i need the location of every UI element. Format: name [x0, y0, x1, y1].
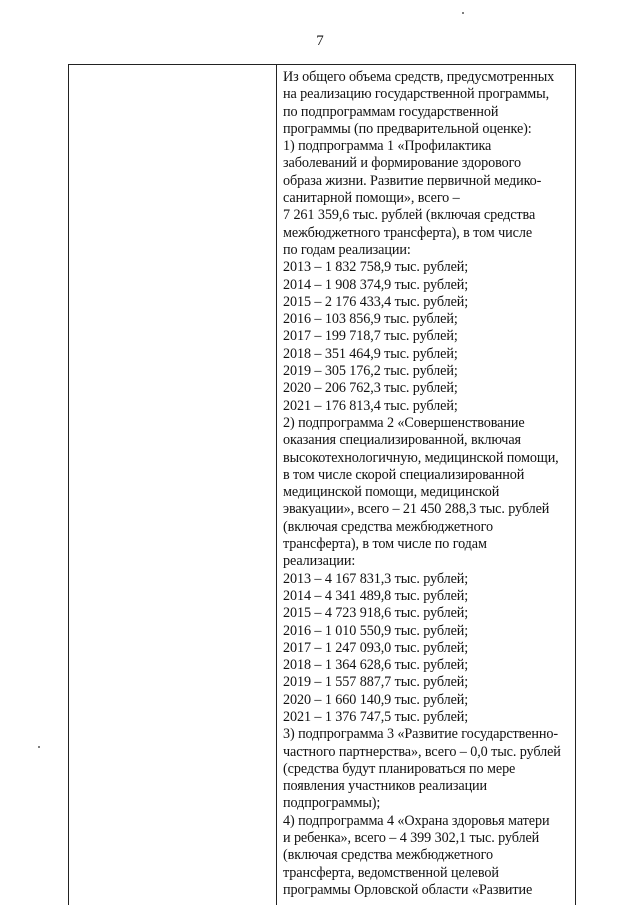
column-divider [276, 65, 277, 905]
text-line: 2) подпрограмма 2 «Совершенствование [283, 414, 525, 431]
table-right-cell [283, 69, 575, 899]
text-line: (включая средства межбюджетного [283, 518, 493, 535]
text-line: 2014 – 4 341 489,8 тыс. рублей; [283, 587, 469, 604]
text-line: образа жизни. Развитие первичной медико- [283, 172, 542, 189]
text-line: программы Орловской области «Развитие [283, 881, 533, 898]
text-line: 2016 – 1 010 550,9 тыс. рублей; [283, 622, 469, 639]
text-line: по годам реализации: [283, 241, 411, 258]
text-line: подпрограммы); [283, 795, 381, 812]
text-line: и ребенка», всего – 4 399 302,1 тыс. рублей [283, 830, 540, 847]
text-line: оказания специализированной, включая [283, 432, 521, 449]
scan-speck [462, 12, 464, 14]
text-line: появления участников реализации [283, 778, 488, 795]
text-line: межбюджетного трансферта), в том числе [283, 224, 533, 241]
text-line: 2013 – 4 167 831,3 тыс. рублей; [283, 570, 469, 587]
page-number: 7 [316, 33, 324, 49]
text-line: Из общего объема средств, предусмотренных [283, 69, 555, 85]
text-line: программы (по предварительной оценке): [283, 120, 532, 137]
text-line: высокотехнологичную, медицинской помощи, [283, 449, 559, 466]
text-line: медицинской помощи, медицинской [283, 484, 500, 501]
text-line: эвакуации», всего – 21 450 288,3 тыс. рублей [283, 501, 550, 518]
table-left-cell [69, 65, 276, 905]
text-line: 2021 – 1 376 747,5 тыс. рублей; [283, 708, 469, 725]
scan-speck [38, 746, 40, 748]
text-line: заболеваний и формирование здорового [283, 155, 521, 172]
text-line: (средства будут планироваться по мере [283, 760, 516, 777]
text-line: 7 261 359,6 тыс. рублей (включая средства [283, 207, 536, 224]
text-line: 2015 – 4 723 918,6 тыс. рублей; [283, 605, 469, 622]
text-line: частного партнерства», всего – 0,0 тыс. рублей [283, 743, 561, 760]
text-line: санитарной помощи», всего – [283, 190, 460, 207]
text-line: (включая средства межбюджетного [283, 847, 493, 864]
text-line: по подпрограммам государственной [283, 103, 499, 120]
text-line: 2020 – 206 762,3 тыс. рублей; [283, 380, 458, 397]
text-line: 2015 – 2 176 433,4 тыс. рублей; [283, 293, 469, 310]
text-line: в том числе скорой специализированной [283, 466, 525, 483]
text-line: 3) подпрограмма 3 «Развитие государственно- [283, 726, 558, 743]
text-line: 1) подпрограмма 1 «Профилактика [283, 138, 492, 155]
text-line: 2017 – 199 718,7 тыс. рублей; [283, 328, 458, 345]
text-line: реализации: [283, 553, 356, 570]
text-line: 4) подпрограмма 4 «Охрана здоровья матери [283, 812, 550, 829]
text-line: 2018 – 1 364 628,6 тыс. рублей; [283, 657, 469, 674]
text-line: трансферта, ведомственной целевой [283, 864, 499, 881]
text-line: 2020 – 1 660 140,9 тыс. рублей; [283, 691, 469, 708]
text-line: 2013 – 1 832 758,9 тыс. рублей; [283, 259, 469, 276]
text-line: 2018 – 351 464,9 тыс. рублей; [283, 345, 458, 362]
text-line: 2016 – 103 856,9 тыс. рублей; [283, 311, 458, 328]
text-line: трансферта), в том числе по годам [283, 536, 487, 553]
text-line: 2021 – 176 813,4 тыс. рублей; [283, 397, 458, 414]
content-table [68, 64, 576, 905]
text-line: 2014 – 1 908 374,9 тыс. рублей; [283, 276, 469, 293]
text-line: на реализацию государственной программы, [283, 86, 550, 103]
text-line: 2019 – 1 557 887,7 тыс. рублей; [283, 674, 469, 691]
text-line: 2019 – 305 176,2 тыс. рублей; [283, 363, 458, 380]
text-line: 2017 – 1 247 093,0 тыс. рублей; [283, 639, 469, 656]
